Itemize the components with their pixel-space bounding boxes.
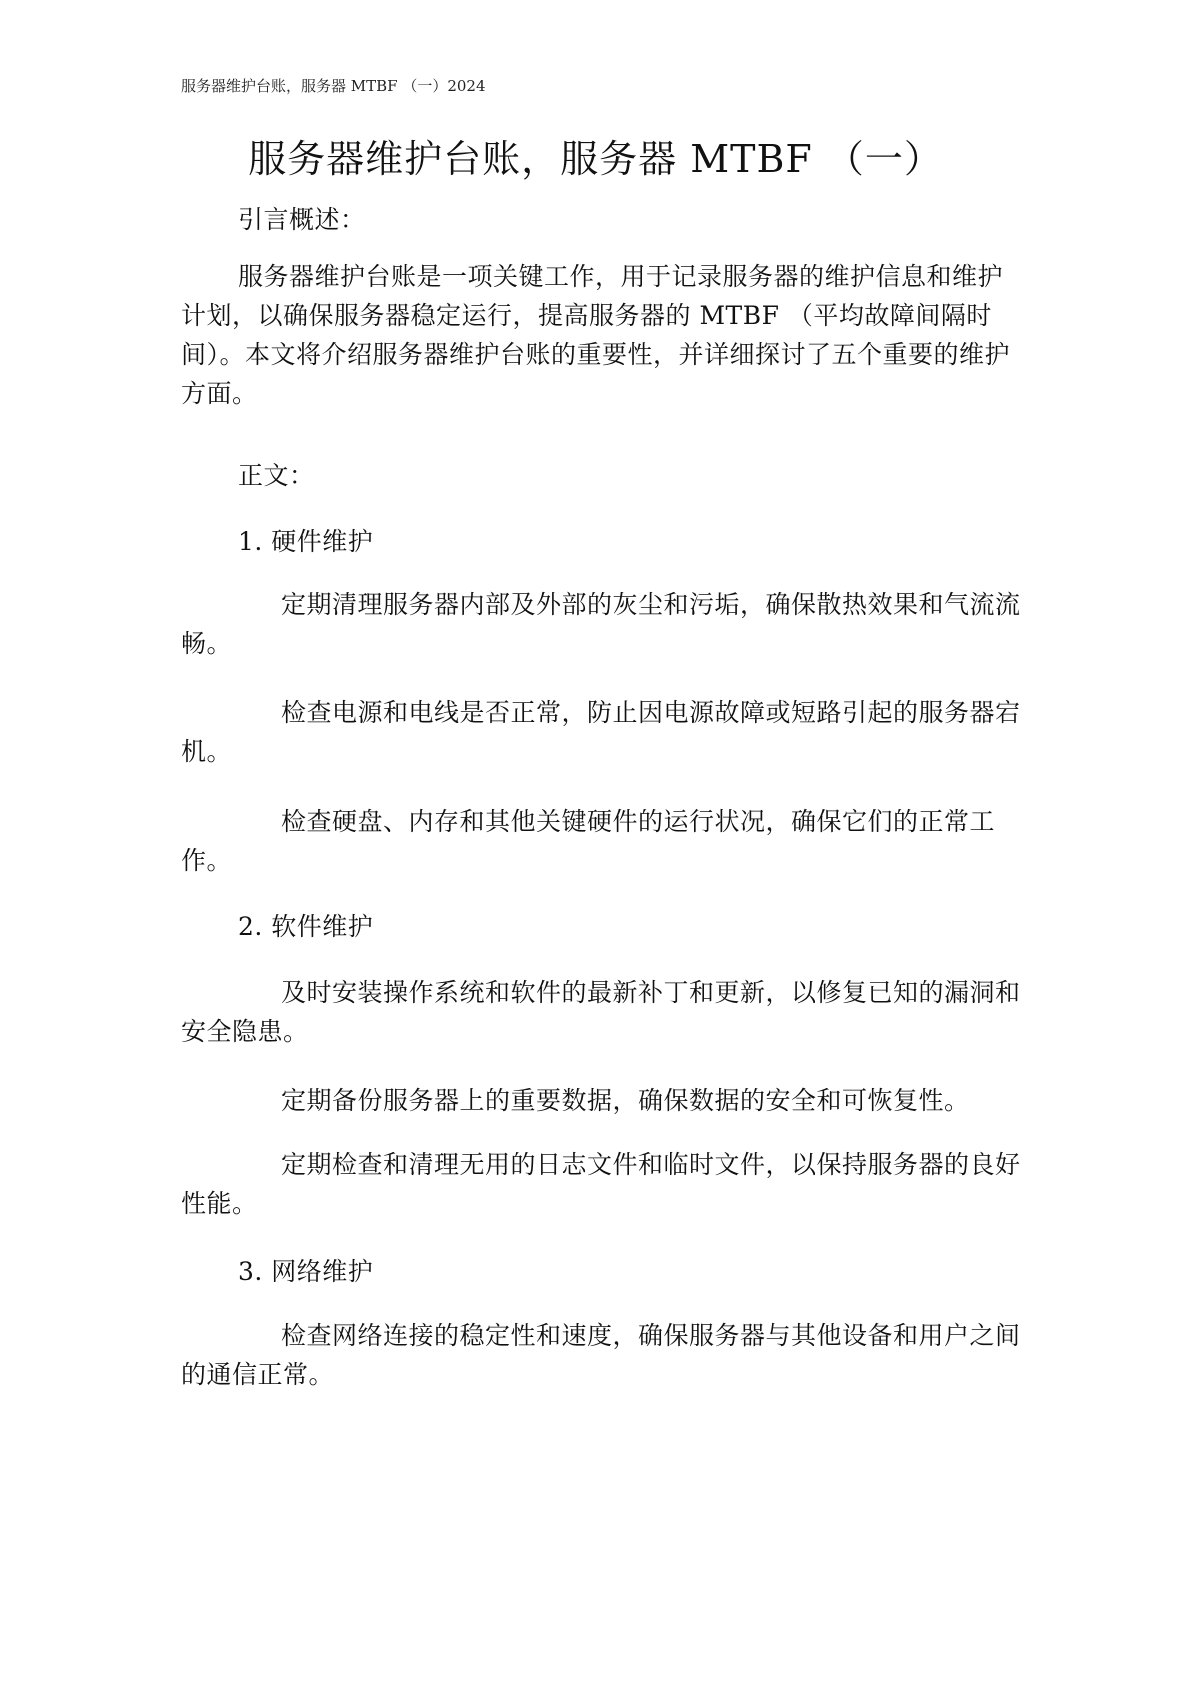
list-item: 检查网络连接的稳定性和速度，确保服务器与其他设备和用户之间的通信正常。 xyxy=(181,1321,1021,1389)
running-header: 服务器维护台账，服务器 MTBF （一）2024 xyxy=(181,77,486,95)
section-heading-hardware: 1. 硬件维护 xyxy=(238,527,374,556)
section-heading-network: 3. 网络维护 xyxy=(238,1257,374,1286)
section-heading-software: 2. 软件维护 xyxy=(238,912,374,941)
list-item: 检查电源和电线是否正常，防止因电源故障或短路引起的服务器宕机。 xyxy=(181,698,1021,766)
intro-heading: 引言概述： xyxy=(238,205,366,234)
list-item: 定期清理服务器内部及外部的灰尘和污垢，确保散热效果和气流流畅。 xyxy=(181,590,1021,658)
list-item: 检查硬盘、内存和其他关键硬件的运行状况，确保它们的正常工作。 xyxy=(181,807,996,875)
list-item: 及时安装操作系统和软件的最新补丁和更新，以修复已知的漏洞和安全隐患。 xyxy=(181,978,1021,1046)
document-title: 服务器维护台账，服务器 MTBF （一） xyxy=(248,137,943,181)
list-item: 定期检查和清理无用的日志文件和临时文件，以保持服务器的良好性能。 xyxy=(181,1150,1021,1218)
intro-paragraph: 服务器维护台账是一项关键工作，用于记录服务器的维护信息和维护计划，以确保服务器稳定运行，提高服务器的 MTBF （平均故障间隔时间）。本文将介绍服务器维护台账的重要性，并详细探讨了五个重要的维护方面。 xyxy=(181,262,1011,408)
list-item: 定期备份服务器上的重要数据，确保数据的安全和可恢复性。 xyxy=(281,1086,970,1115)
body-heading: 正文： xyxy=(238,461,315,490)
